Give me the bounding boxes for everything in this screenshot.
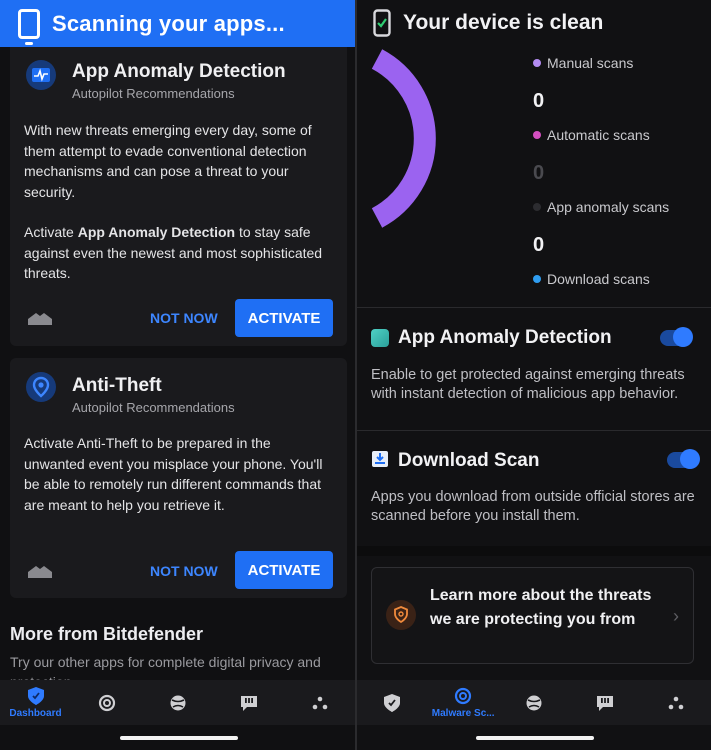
anti-theft-card (10, 358, 347, 598)
nav-notifications[interactable] (213, 680, 284, 725)
automatic-scans-count: 0 (533, 162, 545, 184)
nav-web-protection[interactable] (142, 680, 213, 725)
legend-download-scans (533, 271, 650, 287)
nav-label: Malware Sc... (431, 707, 495, 719)
card-subtitle: Autopilot Recommendations (72, 400, 235, 415)
nav-dashboard[interactable] (0, 680, 71, 725)
feature-download-scan (357, 432, 711, 546)
bitdefender-logo-icon (28, 564, 52, 578)
card-subtitle: Autopilot Recommendations (72, 86, 235, 101)
donut-arc (377, 59, 425, 218)
card-title: App Anomaly Detection (72, 61, 286, 82)
app-anomaly-toggle[interactable] (660, 330, 690, 346)
not-now-button[interactable]: NOT NOW (150, 310, 218, 326)
learn-more-card[interactable] (371, 567, 694, 664)
shield-icon (384, 694, 400, 712)
bottom-nav (357, 680, 711, 725)
chevron-right-icon: › (673, 606, 679, 626)
nav-web-protection[interactable] (499, 680, 570, 725)
more-from-bitdefender-title: More from Bitdefender (10, 624, 204, 644)
pulse-icon (26, 60, 56, 90)
scanning-header (0, 0, 355, 47)
section-divider (357, 546, 711, 556)
header-title: Your device is clean (403, 11, 604, 34)
learn-more-text: Learn more about the threats we are protecting you from (430, 587, 652, 628)
legend-manual-scans (533, 55, 633, 71)
card-body: With new threats emerging every day, some of them attempt to evade conventional detection mechanisms and can pose a threat to your security. (24, 122, 312, 200)
location-pin-icon (26, 372, 56, 402)
legend-dot (533, 131, 541, 139)
more-dots-icon (312, 696, 328, 710)
shield-alert-icon (386, 600, 416, 630)
clean-header (357, 0, 711, 46)
download-scan-toggle[interactable] (667, 452, 697, 468)
app-anomaly-card (10, 40, 347, 346)
toggle-knob (673, 327, 693, 347)
not-now-button[interactable]: NOT NOW (150, 563, 218, 579)
home-indicator[interactable] (120, 736, 238, 740)
body-text: to stay safe against even the newest and most sophisticated threats. (24, 224, 323, 281)
feature-title: Download Scan (398, 450, 540, 471)
shield-icon (28, 687, 44, 705)
nav-notifications[interactable] (569, 680, 640, 725)
app-anomaly-scans-count: 0 (533, 234, 545, 256)
scan-donut-chart (357, 46, 487, 246)
right-screen (357, 0, 711, 750)
feature-description: Apps you download from outside official stores are scanned before you install them. (371, 489, 695, 524)
globe-icon (169, 694, 187, 712)
more-from-bitdefender-text: Try our other apps for complete digital privacy and (10, 654, 321, 670)
legend-label: Download scans (547, 271, 650, 287)
nav-more[interactable] (640, 680, 711, 725)
legend-label: Automatic scans (547, 127, 650, 143)
legend-app-anomaly-scans (533, 199, 669, 215)
app-anomaly-icon (371, 329, 389, 347)
phone-icon (18, 9, 40, 39)
feature-description: Enable to get protected against emerging threats with instant detection of malicious app behavior. (371, 367, 685, 402)
nav-label: Dashboard (9, 707, 62, 719)
body-bold-text: App Anomaly Detection (77, 224, 236, 240)
globe-icon (525, 694, 543, 712)
scan-stats (357, 46, 711, 308)
bottom-nav (0, 680, 355, 725)
home-indicator[interactable] (476, 736, 594, 740)
legend-dot (533, 275, 541, 283)
manual-scans-count: 0 (533, 90, 545, 112)
legend-dot (533, 59, 541, 67)
legend-dot (533, 203, 541, 211)
legend-automatic-scans (533, 127, 650, 143)
download-scan-icon (371, 450, 389, 468)
header-title: Scanning your apps... (52, 10, 285, 36)
left-screen (0, 0, 355, 750)
card-body: Activate Anti-Theft to be prepared in the unwanted event you misplace your phone. You'll be able to remotely run different commands that are meant to help you retrieve it. (24, 435, 323, 513)
card-body-activate (24, 222, 334, 284)
toggle-knob (680, 449, 700, 469)
nav-malware-scanner[interactable] (428, 680, 499, 725)
scan-target-icon (98, 694, 116, 712)
scan-target-icon (454, 687, 472, 705)
bitdefender-logo-icon (28, 311, 52, 325)
feature-title: App Anomaly Detection (398, 327, 612, 348)
nav-dashboard[interactable] (357, 680, 428, 725)
legend-label: Manual scans (547, 55, 634, 71)
body-text: Activate (24, 224, 78, 240)
card-title: Anti-Theft (72, 375, 162, 396)
nav-malware-scanner[interactable] (71, 680, 142, 725)
activate-button[interactable]: ACTIVATE (235, 299, 333, 337)
nav-more[interactable] (284, 680, 355, 725)
more-dots-icon (668, 696, 684, 710)
phone-check-icon (373, 9, 391, 37)
feature-app-anomaly (357, 309, 711, 431)
legend-label: App anomaly scans (547, 199, 670, 215)
alert-message-icon (240, 694, 258, 712)
alert-message-icon (596, 694, 614, 712)
activate-button[interactable]: ACTIVATE (235, 551, 333, 589)
